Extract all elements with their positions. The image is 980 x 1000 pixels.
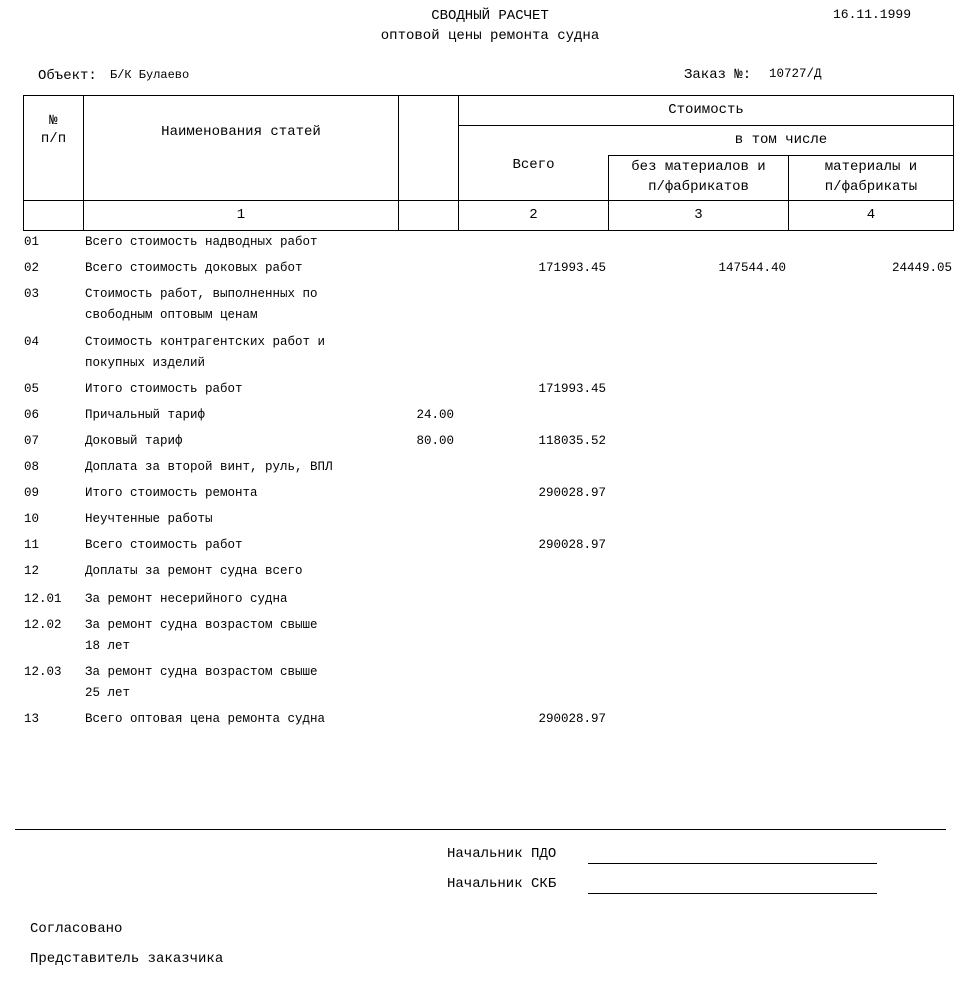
signature-label-pdo: Начальник ПДО bbox=[447, 846, 557, 862]
header-num: № п/п bbox=[40, 113, 67, 147]
row-name: За ремонт несерийного судна bbox=[85, 592, 288, 606]
row-number: 12.01 bbox=[24, 592, 62, 606]
row-number: 13 bbox=[24, 712, 40, 726]
row-number: 04 bbox=[24, 335, 40, 349]
row-no-materials: 147544.40 bbox=[718, 261, 786, 275]
row-total: 118035.52 bbox=[538, 434, 606, 448]
header-index-1: 1 bbox=[236, 207, 246, 223]
row-name: Всего стоимость надводных работ bbox=[85, 235, 318, 249]
table-divider-including bbox=[608, 155, 954, 156]
header-no-materials: без материалов и п/фабрикатов bbox=[631, 159, 766, 195]
row-name: Стоимость работ, выполненных по свободным оптовым ценам bbox=[85, 287, 318, 322]
document-title: СВОДНЫЙ РАСЧЕТ bbox=[431, 8, 549, 24]
row-name: Доковый тариф bbox=[85, 434, 183, 448]
row-name: Всего стоимость работ bbox=[85, 538, 243, 552]
customer-representative-label: Представитель заказчика bbox=[30, 951, 224, 967]
agreed-label: Согласовано bbox=[30, 921, 123, 937]
row-number: 09 bbox=[24, 486, 40, 500]
row-name: Доплаты за ремонт судна всего bbox=[85, 564, 303, 578]
row-tariff: 24.00 bbox=[416, 408, 454, 422]
signature-line-skb[interactable] bbox=[588, 893, 877, 894]
object-label: Объект: bbox=[38, 68, 97, 84]
row-number: 12.03 bbox=[24, 665, 62, 679]
row-number: 12.02 bbox=[24, 618, 62, 632]
row-number: 12 bbox=[24, 564, 40, 578]
row-name: Всего оптовая цена ремонта судна bbox=[85, 712, 326, 726]
table-col-sep-2 bbox=[398, 95, 399, 230]
table-border-top bbox=[23, 95, 954, 96]
row-number: 07 bbox=[24, 434, 40, 448]
row-number: 08 bbox=[24, 460, 40, 474]
row-name: Всего стоимость доковых работ bbox=[85, 261, 303, 275]
table-border-bottom bbox=[23, 230, 954, 231]
table-divider-cost bbox=[458, 125, 954, 126]
object-value: Б/К Булаево bbox=[110, 68, 190, 82]
row-name: Стоимость контрагентских работ и покупных изделий bbox=[85, 335, 326, 370]
header-name: Наименования статей bbox=[161, 124, 321, 140]
row-name: Причальный тариф bbox=[85, 408, 206, 422]
row-name: Итого стоимость ремонта bbox=[85, 486, 258, 500]
header-materials: материалы и п/фабрикаты bbox=[824, 159, 918, 195]
order-label: Заказ №: bbox=[684, 67, 752, 83]
header-index-2: 2 bbox=[529, 207, 538, 223]
row-name: За ремонт судна возрастом свыше 25 лет bbox=[85, 665, 318, 700]
header-cost-group: Стоимость bbox=[668, 102, 744, 118]
row-total: 290028.97 bbox=[538, 486, 606, 500]
table-divider-index bbox=[23, 200, 954, 201]
order-value: 10727/Д bbox=[769, 67, 822, 81]
row-number: 03 bbox=[24, 287, 40, 301]
header-index-4: 4 bbox=[866, 207, 876, 223]
row-name: Итого стоимость работ bbox=[85, 382, 243, 396]
row-materials: 24449.05 bbox=[891, 261, 952, 275]
row-total: 171993.45 bbox=[538, 261, 606, 275]
row-name: Доплата за второй винт, руль, ВПЛ bbox=[85, 460, 333, 474]
document-subtitle: оптовой цены ремонта судна bbox=[380, 28, 600, 44]
row-number: 06 bbox=[24, 408, 40, 422]
header-index-3: 3 bbox=[694, 207, 703, 223]
row-number: 05 bbox=[24, 382, 40, 396]
row-name: За ремонт судна возрастом свыше 18 лет bbox=[85, 618, 318, 653]
row-name: Неучтенные работы bbox=[85, 512, 213, 526]
document-date: 16.11.1999 bbox=[833, 7, 912, 22]
row-number: 01 bbox=[24, 235, 40, 249]
row-total: 290028.97 bbox=[538, 712, 606, 726]
row-total: 171993.45 bbox=[538, 382, 606, 396]
row-tariff: 80.00 bbox=[416, 434, 454, 448]
signature-label-skb: Начальник СКБ bbox=[447, 876, 557, 892]
row-number: 10 bbox=[24, 512, 40, 526]
row-number: 11 bbox=[24, 538, 40, 552]
row-total: 290028.97 bbox=[538, 538, 606, 552]
row-number: 02 bbox=[24, 261, 40, 275]
signature-line-pdo[interactable] bbox=[588, 863, 877, 864]
table-border-right bbox=[953, 95, 954, 230]
header-total: Всего bbox=[512, 157, 555, 173]
footer-divider bbox=[15, 829, 946, 830]
header-including: в том числе bbox=[734, 132, 828, 148]
